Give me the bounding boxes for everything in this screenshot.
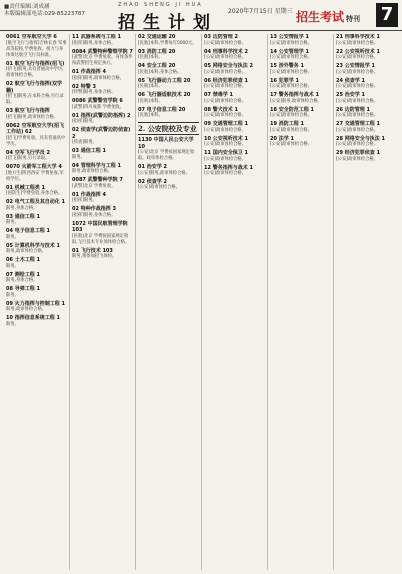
- listing-entry: [336, 150, 398, 163]
- entry-body: [公安]政审体检合格。: [270, 84, 313, 89]
- listing-entry: [270, 63, 331, 76]
- entry-title: 01 航空飞行与指挥(招飞): [6, 60, 65, 67]
- entry-title: 11 国内安全保卫 1: [204, 150, 248, 156]
- listing-entry: [204, 107, 265, 120]
- entry-body: [公安]限男,政审体检合格。: [270, 98, 322, 104]
- listing-entry: [72, 163, 133, 176]
- entry-title: 0070 火箭军工程大学 4: [6, 164, 62, 170]
- entry-body: [公安]政审体检合格。: [270, 40, 313, 46]
- entry-body: 限男,政审体检合格。: [6, 307, 47, 312]
- listing-entry: [6, 108, 67, 121]
- entry-title: 28 网络安全与执法 1: [336, 135, 385, 142]
- listing-entry: [336, 121, 398, 134]
- entry-body: [地方生]陕西西安 学费免收,军校学历。: [6, 170, 64, 182]
- entry-body: [公安]政审体检合格。: [204, 156, 247, 162]
- entry-title: 10 公安视听技术 1: [204, 135, 248, 142]
- entry-body: [公安]政审体检合格。: [336, 127, 379, 133]
- entry-body: [公安]政审体检合格。: [138, 185, 181, 190]
- entry-body: [指挥]限男,政审体检合格。: [72, 75, 124, 81]
- entry-body: 限男。: [6, 292, 19, 298]
- listing-entry: [72, 177, 133, 190]
- entry-body: 限男。: [6, 321, 19, 327]
- brand-sub: 特刊: [346, 14, 361, 23]
- entry-title: 06 经济犯罪侦查 1: [204, 77, 248, 84]
- entry-title: 20 法学 1: [270, 135, 294, 142]
- entry-title: 05 计算机科学与技术 1: [6, 242, 60, 249]
- listing-entry: [204, 63, 265, 76]
- listing-entry: [72, 69, 133, 82]
- entry-title: 09 交通管理工程 1: [204, 121, 248, 127]
- listing-entry: [138, 63, 199, 76]
- entry-body: [武警]北京 学费免收。身体条件按武警招生规定执行。: [72, 55, 133, 66]
- entry-body: [招飞]限男,政审体检合格。: [6, 114, 58, 120]
- entry-title: 0084 武警特种警察学院 7: [72, 48, 133, 55]
- listing-entry: [6, 150, 67, 163]
- listing-entry: [6, 243, 67, 256]
- listing-entry: [72, 98, 133, 111]
- listing-entry: [72, 192, 133, 205]
- entry-title: 03 通信工程 1: [72, 148, 106, 154]
- entry-title: 08 警犬技术 1: [204, 106, 238, 113]
- text-column: [202, 34, 268, 570]
- listing-entry: [204, 78, 265, 91]
- listing-entry: [138, 137, 199, 162]
- listing-entry: [6, 185, 67, 198]
- entry-title: 12 警务指挥与战术 1: [204, 164, 253, 171]
- entry-title: 06 飞行器适航技术 20: [138, 92, 191, 98]
- entry-title: 17 警务指挥与战术 1: [270, 92, 319, 98]
- entry-title: 29 经济犯罪侦查 1: [336, 150, 380, 156]
- entry-body: 限男。: [6, 220, 19, 225]
- page-title: 招生计划: [118, 13, 218, 33]
- entry-body: [公安]政审体检合格。: [270, 113, 313, 118]
- listing-entry: [138, 92, 199, 105]
- entry-body: [公安]政审体检合格。: [270, 55, 313, 60]
- entry-body: [招飞]限男,另行录取。: [6, 156, 50, 161]
- entry-title: 15 涉外警务 1: [270, 63, 304, 69]
- entry-title: 16 犯罪学 1: [270, 77, 299, 84]
- entry-body: 限男,身体合格。: [6, 205, 38, 211]
- text-column: [136, 34, 202, 570]
- entry-body: [公安]政审体检合格。: [336, 142, 379, 147]
- entry-body: [公安]政审体检合格。: [336, 69, 379, 75]
- listing-entry: [336, 78, 398, 91]
- entry-title: 21 刑事科学技术 1: [336, 34, 380, 40]
- listing-entry: [138, 78, 199, 91]
- listing-entry: [138, 164, 199, 177]
- issue-date: 2020年7月15日 星期三: [228, 8, 293, 15]
- entry-body: [公安]政审体检合格。: [270, 69, 313, 75]
- editor-line: ■责任编辑:刘成涵: [4, 4, 50, 10]
- entry-body: [招飞]限男,在本科合格,另行录取。: [6, 94, 64, 105]
- listing-entry: [336, 49, 398, 62]
- entry-title: 19 消防工程 1: [270, 121, 304, 127]
- listing-entry: [336, 92, 398, 105]
- listing-entry: [6, 272, 67, 285]
- entry-title: 04 管理科学与工程 1: [72, 162, 121, 169]
- listing-entry: [72, 84, 133, 97]
- listing-entry: [72, 49, 133, 68]
- entry-body: [公安]限男,政审体检合格。: [138, 170, 190, 176]
- entry-body: [招飞]限男,具有普通高中学历,政审体检合格。: [6, 67, 64, 78]
- entry-title: 01 机械工程类 1: [6, 184, 45, 191]
- entry-title: 13 公安情报学 1: [270, 34, 309, 40]
- entry-title: 02 航空飞行与指挥(双学籍): [6, 81, 62, 94]
- entry-body: [公安]政审体检合格。: [204, 84, 247, 89]
- entry-title: 0062 空军航空大学(招飞工作站) 62: [6, 122, 64, 135]
- listing-entry: [138, 49, 199, 62]
- entry-title: 1072 中国民航管理学院 103: [72, 220, 128, 233]
- text-column: [4, 34, 70, 570]
- article-columns: [4, 34, 400, 570]
- listing-entry: [6, 61, 67, 80]
- listing-entry: [6, 81, 67, 106]
- listing-entry: [204, 136, 265, 149]
- entry-title: 07 测绘工程 1: [6, 271, 40, 278]
- listing-entry: [270, 121, 331, 134]
- listing-entry: [138, 179, 199, 192]
- listing-entry: [72, 221, 133, 246]
- listing-entry: [336, 136, 398, 149]
- entry-title: 18 安全防范工程 1: [270, 106, 314, 113]
- entry-title: 11 武器系统与工程 1: [72, 34, 121, 40]
- entry-title: 03 通信工程 1: [6, 213, 40, 220]
- entry-body: [公安]政审体检合格。: [204, 127, 247, 133]
- listing-entry: [204, 150, 265, 163]
- entry-body: [公安]政审体检合格。: [204, 171, 247, 176]
- listing-entry: [72, 248, 133, 261]
- entry-title: 01 指挥(武警边防指挥) 2: [72, 112, 131, 119]
- entry-body: 限男,须参加招飞体检。: [72, 254, 117, 259]
- page-header: [0, 0, 402, 31]
- listing-entry: [336, 107, 398, 120]
- entry-title: 01 治安学 2: [138, 164, 167, 170]
- listing-entry: [336, 34, 398, 47]
- entry-body: [侦查]限男。: [72, 140, 97, 145]
- entry-body: 限男。: [6, 263, 19, 269]
- entry-title: 0086 武警警官学院 6: [72, 98, 123, 104]
- entry-body: [民航]本科。: [138, 84, 163, 89]
- entry-body: [民航]本科。: [138, 55, 163, 60]
- entry-title: 02 特种作战指挥 3: [72, 206, 116, 212]
- listing-entry: [6, 315, 67, 328]
- listing-entry: [270, 34, 331, 47]
- entry-title: 03 边防管理 2: [204, 34, 238, 40]
- entry-title: 01 作战指挥 4: [72, 69, 106, 75]
- listing-entry: [6, 164, 67, 183]
- entry-title: 22 公安视听技术 1: [336, 48, 380, 55]
- entry-title: 25 治安学 1: [336, 92, 365, 98]
- entry-title: 03 消防工程 20: [138, 48, 176, 55]
- entry-body: [民航]北京 学费按国家规定收取,飞行技术专业须体检合格。: [72, 233, 130, 245]
- brand-name: 招生考试: [296, 10, 345, 24]
- text-column: [334, 34, 400, 570]
- page-number: 7: [376, 3, 398, 27]
- title-pinyin: ZHAO SHENG JI HUA: [118, 2, 203, 8]
- entry-body: [公安]政审体检合格。: [204, 113, 247, 118]
- entry-title: 1130 中国人民公安大学 10: [138, 137, 194, 150]
- listing-entry: [204, 34, 265, 47]
- entry-title: 02 交通运输 20: [138, 34, 176, 40]
- entry-title: 10 指挥信息系统工程 1: [6, 315, 60, 321]
- entry-body: [公安]政审体检合格。: [204, 98, 247, 104]
- entry-body: [公安]政审体检合格。: [204, 142, 247, 147]
- entry-body: [公安]北京 学费按国家规定收取。政审体检合格。: [138, 150, 195, 161]
- entry-title: 07 禁毒学 1: [204, 92, 233, 98]
- entry-title: 14 公安管理学 1: [270, 48, 309, 55]
- entry-title: 02 侦查学(武警边防侦查) 2: [72, 127, 131, 140]
- entry-body: [指挥]限男,身体合格。: [72, 40, 116, 46]
- listing-entry: [6, 286, 67, 299]
- text-column: [268, 34, 334, 570]
- entry-body: [公安]政审体检合格。: [336, 113, 379, 118]
- listing-entry: [204, 49, 265, 62]
- entry-title: 02 侦查学 2: [138, 178, 167, 185]
- listing-entry: [204, 92, 265, 105]
- entry-title: 06 土木工程 1: [6, 257, 40, 263]
- listing-entry: [138, 107, 199, 120]
- listing-entry: [72, 148, 133, 161]
- section-heading: 2. 公安院校及专业: [138, 122, 199, 135]
- entry-body: [航空飞行与指挥]吉林长春 军事高等院校,学费免收。视力与身体须达航空飞行员标准。: [6, 40, 67, 58]
- entry-title: 0087 武警警种学院 7: [72, 177, 123, 183]
- listing-entry: [336, 63, 398, 76]
- entry-body: [指挥]限男。: [72, 198, 97, 203]
- listing-entry: [72, 206, 133, 219]
- entry-title: 02 特警 3: [72, 83, 96, 90]
- entry-title: 04 空军飞行学员 2: [6, 149, 50, 156]
- listing-entry: [6, 214, 67, 227]
- listing-entry: [270, 49, 331, 62]
- entry-title: 05 网络安全与执法 2: [204, 63, 253, 69]
- entry-title: 05 飞行器动力工程 20: [138, 77, 191, 84]
- listing-entry: [270, 136, 331, 149]
- entry-body: [公安]政审体检合格。: [204, 40, 247, 46]
- listing-entry: [72, 34, 133, 47]
- entry-body: [武警]北京 学费免收。: [72, 183, 116, 189]
- entry-body: [公安]政审体检合格。: [336, 55, 379, 60]
- entry-body: [公安]政审体检合格。: [204, 69, 247, 75]
- entry-title: 08 导弹工程 1: [6, 286, 40, 292]
- entry-body: 限男,政审体检合格。: [6, 249, 47, 254]
- entry-body: 限男。: [6, 234, 19, 240]
- listing-entry: [72, 113, 133, 126]
- entry-body: [招飞]学费免收。具有普通高中学历。: [6, 135, 66, 147]
- entry-body: [民航]本科。: [138, 98, 163, 104]
- listing-entry: [72, 127, 133, 146]
- listing-entry: [204, 165, 265, 178]
- entry-title: 03 航空飞行与指挥: [6, 108, 50, 114]
- entry-body: [武警]四川成都 学费免收。: [72, 104, 124, 110]
- entry-body: [公安]政审体检合格。: [336, 40, 379, 46]
- entry-body: [民航]本科。: [138, 113, 163, 118]
- editor-info: [4, 4, 85, 18]
- entry-body: [特警]限男,身体合格。: [72, 90, 116, 95]
- entry-body: [公安]政审体检合格。: [336, 84, 379, 89]
- entry-title: 24 侦查学 1: [336, 77, 365, 84]
- entry-body: 限男,身体合格。: [6, 278, 38, 283]
- entry-title: 04 安全工程 20: [138, 63, 176, 69]
- entry-body: [公安]政审体检合格。: [336, 156, 379, 162]
- entry-body: [公安]政审体检合格。: [270, 127, 313, 133]
- brand-logo: [296, 8, 360, 25]
- entry-body: [公安]政审体检合格。: [270, 142, 313, 147]
- listing-entry: [270, 92, 331, 105]
- entry-body: 限男,政审体检合格。: [72, 169, 113, 174]
- entry-title: 07 电子信息工程 20: [138, 106, 186, 113]
- entry-title: 02 电气工程及其自动化 1: [6, 199, 65, 205]
- entry-body: [民航]本科,身体合格。: [138, 69, 182, 75]
- entry-body: [指挥]限男。: [72, 119, 97, 124]
- listing-entry: [138, 34, 199, 47]
- entry-title: 27 交通管理工程 1: [336, 121, 380, 127]
- listing-entry: [270, 78, 331, 91]
- entry-body: [公安]政审体检合格。: [204, 55, 247, 60]
- listing-entry: [6, 199, 67, 212]
- entry-title: 26 边防管理 1: [336, 106, 370, 113]
- entry-title: 04 刑事科学技术 2: [204, 48, 248, 55]
- entry-title: 0061 空军航空大学 6: [6, 34, 57, 40]
- entry-title: 23 公安情报学 1: [336, 63, 375, 69]
- entry-body: [民航]本科,学费每年5000元。: [138, 40, 197, 46]
- listing-entry: [6, 257, 67, 270]
- listing-entry: [6, 228, 67, 241]
- entry-body: [指挥]限男,身体合格。: [72, 212, 116, 218]
- listing-entry: [204, 121, 265, 134]
- entry-title: 01 作战指挥 4: [72, 191, 106, 198]
- editor-phone: 本版编辑部电话:029-85223787: [4, 11, 85, 17]
- entry-body: 限男。: [72, 154, 85, 160]
- listing-entry: [6, 123, 67, 148]
- listing-entry: [6, 34, 67, 59]
- listing-entry: [6, 301, 67, 314]
- entry-body: [公安]政审体检合格。: [336, 98, 379, 104]
- entry-body: [国防生]学费免收,身体合格。: [6, 191, 63, 196]
- entry-title: 01 飞行技术 103: [72, 247, 113, 254]
- entry-title: 09 火力指挥与控制工程 1: [6, 300, 65, 307]
- entry-title: 04 电子信息工程 1: [6, 228, 50, 234]
- listing-entry: [270, 107, 331, 120]
- text-column: [70, 34, 136, 570]
